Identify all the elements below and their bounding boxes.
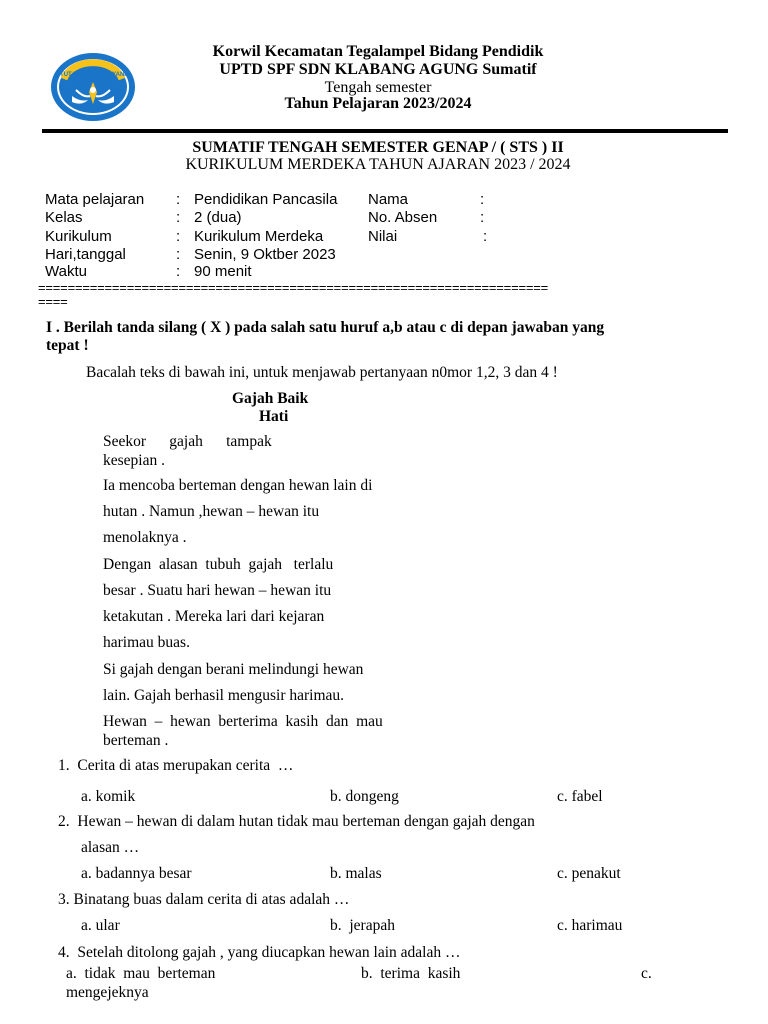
header-rule	[42, 129, 728, 133]
story-line: ketakutan . Mereka lari dari kejaran	[103, 608, 325, 625]
question-2: 2. Hewan – hewan di dalam hutan tidak mau berteman dengan gajah dengan	[58, 813, 535, 830]
instruction-line-2: tepat !	[46, 337, 89, 354]
label-kelas: Kelas	[45, 209, 83, 226]
q4-option-b[interactable]: b. terima kasih	[361, 965, 461, 982]
story-line: Hewan – hewan berterima kasih dan mau	[103, 713, 383, 730]
story-line: besar . Suatu hari hewan – hewan itu	[103, 582, 332, 599]
q1-option-b[interactable]: b. dongeng	[330, 788, 399, 805]
label-nilai: Nilai	[368, 228, 398, 245]
exam-subtitle: KURIKULUM MERDEKA TAHUN AJARAN 2023 / 2024	[185, 156, 571, 173]
value-kelas: 2 (dua)	[194, 209, 242, 226]
colon: :	[176, 191, 181, 208]
q2-option-b[interactable]: b. malas	[330, 865, 382, 882]
value-mata-pelajaran: Pendidikan Pancasila	[194, 191, 338, 208]
separator-line: =====================================================================	[38, 280, 549, 295]
question-3: 3. Binatang buas dalam cerita di atas adalah …	[58, 891, 350, 908]
label-mata-pelajaran: Mata pelajaran	[45, 191, 145, 208]
q3-option-c[interactable]: c. harimau	[557, 917, 623, 934]
label-waktu: Waktu	[45, 263, 87, 280]
q2-option-a[interactable]: a. badannya besar	[81, 865, 192, 882]
nilai-field[interactable]: :	[483, 228, 488, 245]
header-line-2: UPTD SPF SDN KLABANG AGUNG Sumatif	[219, 61, 537, 78]
nama-field[interactable]: :	[480, 191, 485, 208]
story-line: harimau buas.	[103, 634, 190, 651]
q4-option-c-text[interactable]: mengejeknya	[66, 984, 149, 1001]
story-line: hutan . Namun ,hewan – hewan itu	[103, 503, 320, 520]
header-line-3: Tengah semester	[324, 79, 432, 96]
story-line: menolaknya .	[103, 529, 187, 546]
reading-instruction: Bacalah teks di bawah ini, untuk menjawab pertanyaan n0mor 1,2, 3 dan 4 !	[86, 364, 558, 381]
question-4: 4. Setelah ditolong gajah , yang diucapkan hewan lain adalah …	[58, 944, 461, 961]
colon: :	[176, 246, 181, 263]
label-hari-tanggal: Hari,tanggal	[45, 246, 126, 263]
story-line: lain. Gajah berhasil mengusir harimau.	[103, 687, 345, 704]
story-line: kesepian .	[103, 452, 165, 469]
no-absen-field[interactable]: :	[480, 209, 485, 226]
question-1: 1. Cerita di atas merupakan cerita …	[58, 757, 294, 774]
label-nama: Nama	[368, 191, 409, 208]
story-line: Seekor gajah tampak	[103, 433, 272, 450]
question-2-continued: alasan …	[81, 839, 140, 856]
story-line: Ia mencoba berteman dengan hewan lain di	[103, 477, 373, 494]
header-line-1: Korwil Kecamatan Tegalampel Bidang Pendidik	[212, 43, 544, 60]
story-line: Dengan alasan tubuh gajah terlalu	[103, 556, 334, 573]
exam-title: SUMATIF TENGAH SEMESTER GENAP / ( STS ) II	[192, 139, 564, 156]
value-kurikulum: Kurikulum Merdeka	[194, 228, 324, 245]
header-line-4: Tahun Pelajaran 2023/2024	[284, 95, 472, 112]
story-title-line-2: Hati	[259, 408, 289, 425]
q2-option-c[interactable]: c. penakut	[557, 865, 621, 882]
value-hari-tanggal: Senin, 9 Oktber 2023	[194, 246, 336, 263]
q3-option-a[interactable]: a. ular	[81, 917, 120, 934]
value-waktu: 90 menit	[194, 263, 252, 280]
colon: :	[176, 209, 181, 226]
q4-option-a[interactable]: a. tidak mau berteman	[66, 965, 216, 982]
separator-line-end: ====	[38, 294, 68, 309]
story-title-line-1: Gajah Baik	[232, 390, 309, 407]
label-no-absen: No. Absen	[368, 209, 438, 226]
colon: :	[176, 228, 181, 245]
q4-option-c[interactable]: c.	[641, 965, 652, 982]
logo-text: TUT WURI HANDAYANI	[60, 72, 126, 78]
q1-option-c[interactable]: c. fabel	[557, 788, 603, 805]
instruction-line-1: I . Berilah tanda silang ( X ) pada salah satu huruf a,b atau c di depan jawaban yang	[46, 319, 605, 336]
colon: :	[176, 263, 181, 280]
q3-option-b[interactable]: b. jerapah	[330, 917, 395, 934]
label-kurikulum: Kurikulum	[45, 228, 112, 245]
story-line: Si gajah dengan berani melindungi hewan	[103, 661, 364, 678]
story-line: berteman .	[103, 732, 169, 749]
q1-option-a[interactable]: a. komik	[81, 788, 136, 805]
